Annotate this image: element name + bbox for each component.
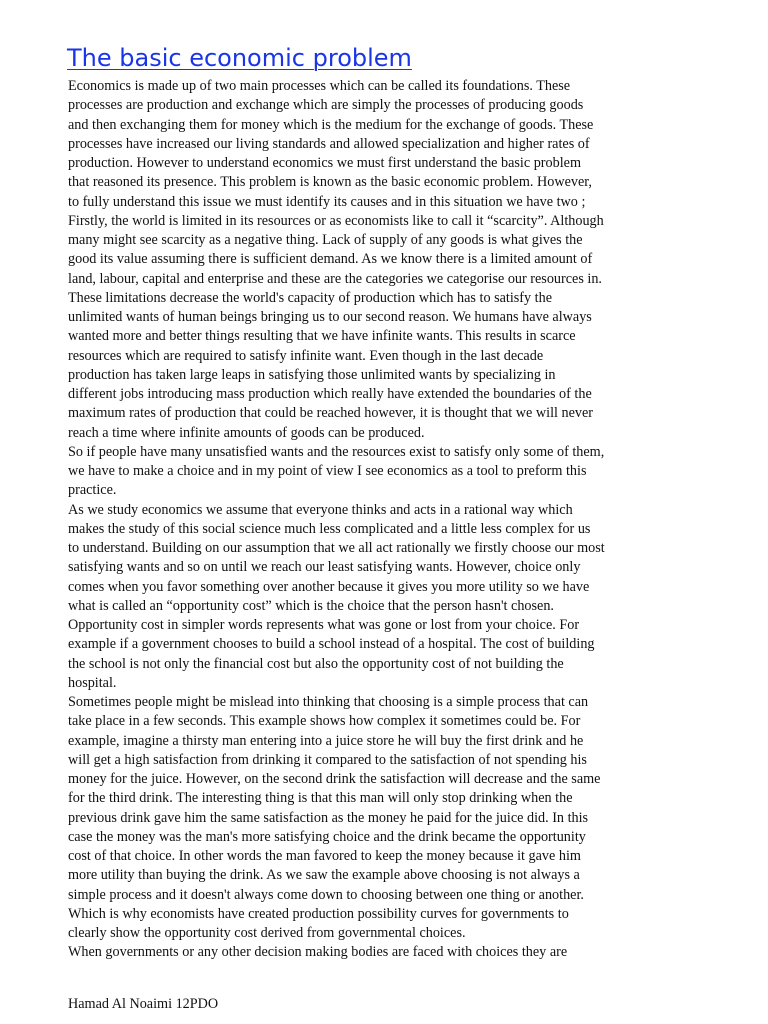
body-line: we have to make a choice and in my point of view I see economics as a tool to preform this: [68, 463, 587, 479]
body-line: that reasoned its presence. This problem is known as the basic economic problem. However,: [68, 174, 592, 191]
body-line: land, labour, capital and enterprise and these are the categories we categorise our resources in.: [68, 270, 602, 287]
body-line: Which is why economists have created production possibility curves for governments to: [68, 905, 569, 922]
body-line: production has taken large leaps in satisfying those unlimited wants by specializing in: [68, 366, 556, 383]
body-line: production. However to understand economics we must first understand the basic problem: [68, 155, 581, 171]
body-line: reach a time where infinite amounts of goods can be produced.: [68, 424, 425, 441]
body-line: many might see scarcity as a negative thing. Lack of supply of any goods is what gives the: [68, 232, 583, 248]
body-line: When governments or any other decision making bodies are faced with choices they are: [68, 944, 568, 961]
body-line: example if a government chooses to build a school instead of a hospital. The cost of building: [68, 636, 595, 653]
body-line: maximum rates of production that could be reached however, it is thought that we will never: [68, 405, 594, 422]
body-line: previous drink gave him the same satisfaction as the money he paid for the juice did. In this: [68, 809, 589, 826]
body-line: As we study economics we assume that everyone thinks and acts in a rational way which: [68, 501, 573, 518]
body-line: clearly show the opportunity cost derived from governmental choices.: [68, 925, 466, 941]
body-line: case the money was the man's more satisfying choice and the drink became the opportunity: [68, 828, 586, 845]
body-line: comes when you favor something over another because it gives you more utility so we have: [68, 578, 590, 595]
document-body: [68, 77, 728, 963]
body-line: different jobs introducing mass production which really have extended the boundaries of the: [68, 386, 592, 402]
body-line: Firstly, the world is limited in its resources or as economists like to call it “scarcity”. Although: [68, 212, 604, 229]
body-line: Sometimes people might be mislead into thinking that choosing is a simple process that can: [68, 694, 589, 710]
body-line: example, imagine a thirsty man entering into a juice store he will buy the first drink and he: [68, 732, 584, 749]
body-line: practice.: [68, 482, 117, 499]
body-line: for the third drink. The interesting thing is that this man will only stop drinking when the: [68, 790, 573, 807]
body-line: makes the study of this social science much less complicated and a little less complex for us: [68, 520, 591, 537]
body-line: So if people have many unsatisfied wants and the resources exist to satisfy only some of them,: [68, 443, 605, 460]
document-title: The basic economic problem: [67, 44, 412, 72]
body-line: These limitations decrease the world's capacity of production which has to satisfy the: [68, 289, 553, 306]
body-line: take place in a few seconds. This example shows how complex it sometimes could be. For: [68, 713, 581, 730]
body-line: will get a high satisfaction from drinking it compared to the satisfaction of not spending his: [68, 751, 587, 768]
body-line: cost of that choice. In other words the man favored to keep the money because it gave him: [68, 848, 581, 864]
body-line: good its value assuming there is sufficient demand. As we know there is a limited amount of: [68, 251, 593, 268]
page-footer: Hamad Al Noaimi 12PDO: [68, 996, 219, 1012]
body-line: Economics is made up of two main processes which can be called its foundations. These: [68, 78, 571, 94]
body-line: the school is not only the financial cost but also the opportunity cost of not building the: [68, 655, 564, 672]
body-line: to understand. Building on our assumption that we all act rationally we firstly choose our most: [68, 540, 605, 556]
body-line: processes have increased our living standards and allowed specialization and higher rates of: [68, 135, 590, 152]
body-line: wanted more and better things resulting that we have infinite wants. This results in scarce: [68, 328, 576, 345]
body-line: resources which are required to satisfy infinite want. Even though in the last decade: [68, 347, 544, 364]
body-line: to fully understand this issue we must identify its causes and in this situation we have two ;: [68, 193, 586, 210]
body-line: unlimited wants of human beings bringing us to our second reason. We humans have always: [68, 309, 592, 325]
body-line: satisfying wants and so on until we reach our least satisfying wants. However, choice only: [68, 559, 581, 576]
body-line: what is called an “opportunity cost” which is the choice that the person hasn't chosen.: [68, 597, 554, 614]
body-line: Opportunity cost in simpler words represents what was gone or lost from your choice. For: [68, 617, 580, 633]
body-line: money for the juice. However, on the second drink the satisfaction will decrease and the same: [68, 771, 601, 787]
body-line: and then exchanging them for money which is the medium for the exchange of goods. These: [68, 116, 594, 133]
body-line: processes are production and exchange which are simply the processes of producing goods: [68, 97, 584, 114]
body-line: more utility than buying the drink. As we saw the example above choosing is not always a: [68, 867, 580, 884]
body-line: hospital.: [68, 674, 117, 691]
body-line: simple process and it doesn't always come down to choosing between one thing or another.: [68, 886, 584, 903]
